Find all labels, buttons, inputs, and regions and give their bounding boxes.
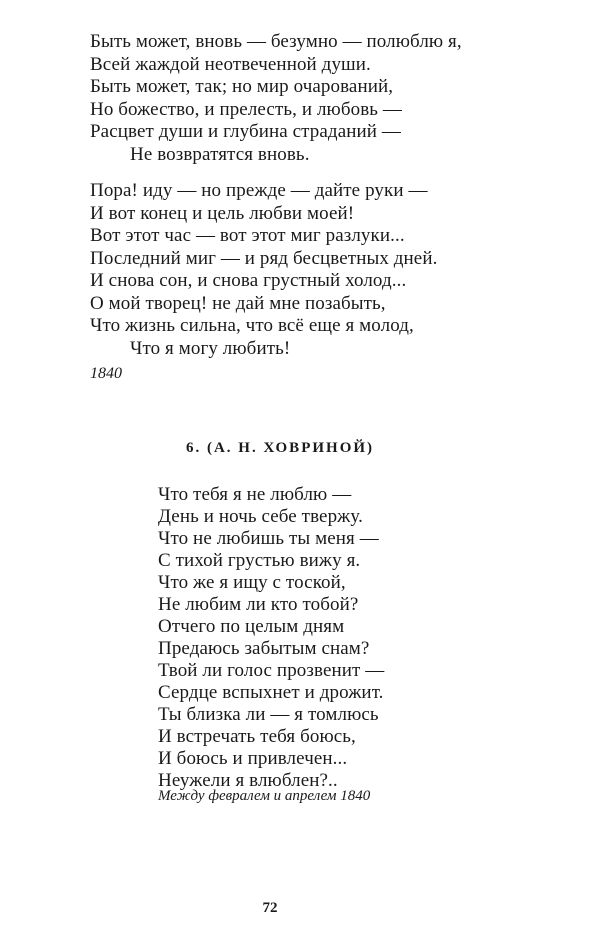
poem-line: Что тебя я не люблю —: [158, 484, 352, 505]
poem-line: Что же я ищу с тоской,: [158, 572, 346, 593]
poem-line: Всей жаждой неотвеченной души.: [90, 53, 371, 75]
poem-line: Пора! иду — но прежде — дайте руки —: [90, 180, 428, 201]
poem-line: Быть может, вновь — безумно — полюблю я,: [90, 31, 462, 52]
poem-line: Ты близка ли — я томлюсь: [158, 704, 379, 725]
poem-line: День и ночь себе твержу.: [158, 506, 363, 527]
poem1-stanza2: [90, 180, 437, 360]
poem-line: И снова сон, и снова грустный холод...: [90, 270, 407, 291]
poem-line: Быть может, так; но мир очарований,: [90, 76, 394, 97]
poem-line: И боюсь и привлечен...: [158, 748, 348, 769]
poem-line: И встречать тебя боюсь,: [158, 726, 356, 747]
poem-line: И вот конец и цель любви моей!: [90, 202, 355, 224]
poem2-date: Между февралем и апрелем 1840: [158, 788, 371, 804]
poem-line: Но божество, и прелесть, и любовь —: [90, 98, 402, 120]
poem-line: Отчего по целым дням: [158, 616, 345, 637]
poem-line: Последний миг — и ряд бесцветных дней.: [90, 247, 438, 269]
poem-line: Вот этот час — вот этот миг разлуки...: [90, 225, 405, 246]
poem-line: О мой творец! не дай мне позабыть,: [90, 292, 386, 314]
poem-line: Что я могу любить!: [130, 337, 291, 359]
page-number: 72: [262, 900, 278, 916]
poem-line: Не возвратятся вновь.: [130, 143, 310, 165]
poem2-title: 6. (А. Н. ХОВРИНОЙ): [185, 440, 375, 456]
poem-line: Что жизнь сильна, что всё еще я молод,: [90, 315, 414, 336]
poem1-stanza1: [90, 31, 462, 166]
poem-line: С тихой грустью вижу я.: [158, 550, 361, 571]
poem-line: Сердце вспыхнет и дрожит.: [158, 682, 384, 703]
poem2-stanza: [158, 484, 384, 792]
poem-line: Расцвет души и глубина страданий —: [90, 121, 401, 142]
poem-line: Неужели я влюблен?..: [158, 770, 338, 791]
poem-line: Что не любишь ты меня —: [158, 528, 379, 549]
poem-line: Твой ли голос прозвенит —: [158, 660, 385, 681]
poem-line: Не любим ли кто тобой?: [158, 594, 359, 615]
poem1-date: 1840: [90, 365, 122, 382]
poem-line: Предаюсь забытым снам?: [158, 638, 370, 659]
